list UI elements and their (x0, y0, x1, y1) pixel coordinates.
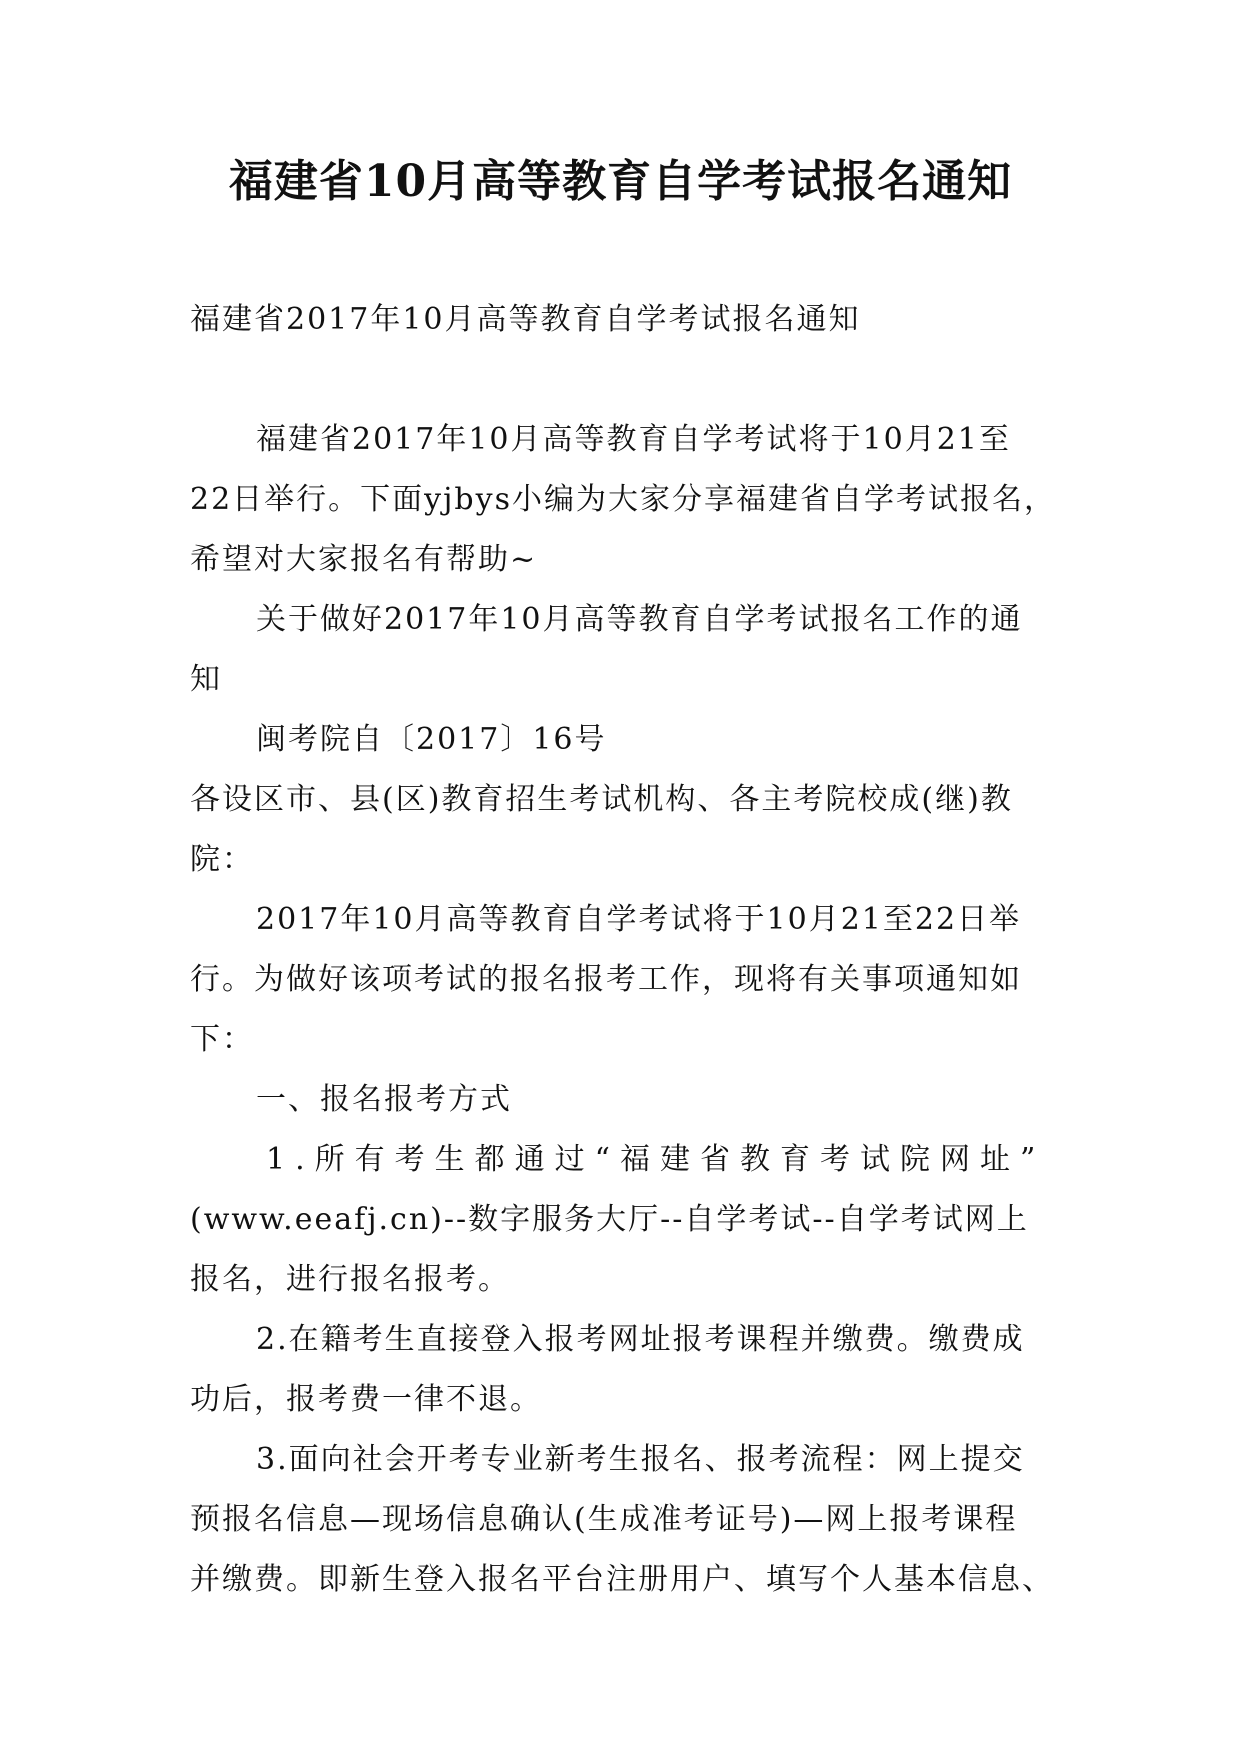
blank-line (190, 350, 1060, 410)
list-item-line: 1.所有考生都通过“福建省教育考试院网址” (266, 1142, 1046, 1177)
list-item-line: (www.eeafj.cn)--数字服务大厅--自学考试--自学考试网上 (190, 1202, 1029, 1237)
paragraph-line: 行。为做好该项考试的报名报考工作，现将有关事项通知如 (190, 962, 1022, 997)
section-heading: 一、报名报考方式 (256, 1082, 512, 1117)
paragraph-line: 福建省2017年10月高等教育自学考试将于10月21至 (256, 422, 1011, 457)
paragraph-line: 下： (190, 1022, 254, 1057)
recipient-line: 各设区市、县(区)教育招生考试机构、各主考院校成(继)教 (190, 782, 1013, 817)
list-item-line: 功后，报考费一律不退。 (190, 1382, 542, 1417)
list-item-line: 3.面向社会开考专业新考生报名、报考流程：网上提交 (256, 1442, 1025, 1477)
recipient-line: 院： (190, 842, 254, 877)
list-item-line: 预报名信息—现场信息确认(生成准考证号)—网上报考课程 (190, 1502, 1018, 1537)
paragraph-line: 希望对大家报名有帮助~ (190, 542, 538, 577)
list-item-line: 报名，进行报名报考。 (190, 1262, 510, 1297)
document-title: 福建省10月高等教育自学考试报名通知 (228, 156, 1013, 207)
subtitle-line: 福建省2017年10月高等教育自学考试报名通知 (190, 302, 861, 337)
notice-heading-line: 知 (190, 662, 222, 697)
list-item-line: 并缴费。即新生登入报名平台注册用户、填写个人基本信息、 (190, 1562, 1054, 1597)
list-item-line: 2.在籍考生直接登入报考网址报考课程并缴费。缴费成 (256, 1322, 1025, 1357)
document-number: 闽考院自〔2017〕16号 (256, 722, 607, 757)
document-body (190, 290, 1060, 1610)
notice-heading-line: 关于做好2017年10月高等教育自学考试报名工作的通 (256, 602, 1023, 637)
paragraph-line: 2017年10月高等教育自学考试将于10月21至22日举 (256, 902, 1022, 937)
paragraph-line: 22日举行。下面yjbys小编为大家分享福建省自学考试报名， (190, 482, 1056, 517)
